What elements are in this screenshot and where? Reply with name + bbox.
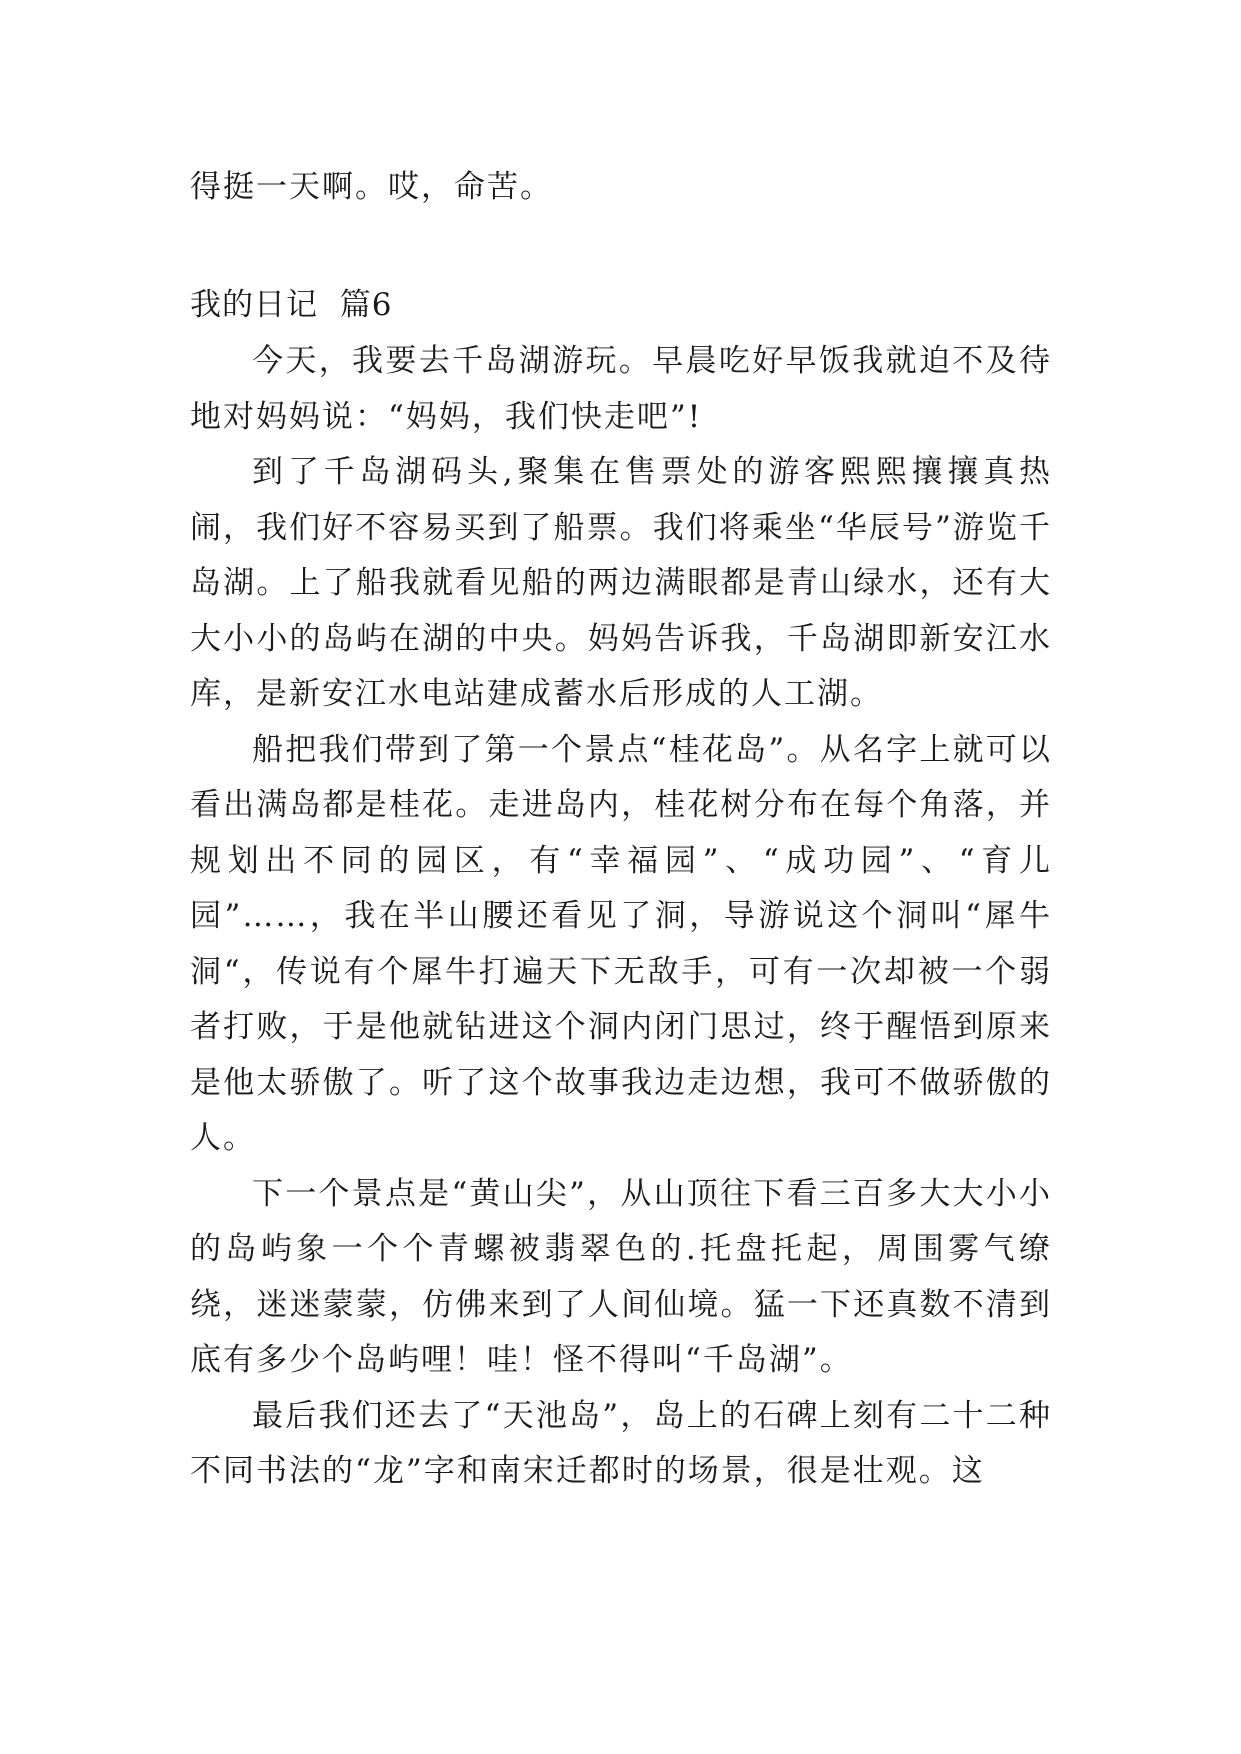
section-title-block <box>190 278 1052 334</box>
section-title: 我的日记 篇6 <box>190 287 393 323</box>
carryover-text-block <box>190 160 1052 216</box>
body-paragraph-4: 下一个景点是“黄山尖”，从山顶往下看三百多大大小小的岛屿象一个个青螺被翡翠色的.托盘托起，周围雾气缭绕，迷迷蒙蒙，仿佛来到了人间仙境。猛一下还真数不清到底有多少个岛屿哩！哇！怪不得叫“千岛湖”。 <box>190 1175 1052 1378</box>
body-paragraph-1: 今天，我要去千岛湖游玩。早晨吃好早饭我就迫不及待地对妈妈说：“妈妈，我们快走吧”! <box>190 343 1052 435</box>
body-paragraph-5: 最后我们还去了“天池岛”，岛上的石碑上刻有二十二种不同书法的“龙”字和南宋迁都时的场景，很是壮观。这 <box>190 1397 1052 1489</box>
body-paragraph-2: 到了千岛湖码头,聚集在售票处的游客熙熙攘攘真热闹，我们好不容易买到了船票。我们将乘坐“华辰号”游览千岛湖。上了船我就看见船的两边满眼都是青山绿水，还有大大小小的岛屿在湖的中央。妈妈告诉我，千岛湖即新安江水库，是新安江水电站建成蓄水后形成的人工湖。 <box>190 454 1052 712</box>
carryover-paragraph: 得挺一天啊。哎，命苦。 <box>190 169 553 205</box>
diary-body <box>190 334 1052 1500</box>
body-paragraph-3: 船把我们带到了第一个景点“桂花岛”。从名字上就可以看出满岛都是桂花。走进岛内，桂花树分布在每个角落，并规划出不同的园区，有“幸福园”、“成功园”、“育儿园”……，我在半山腰还看见了洞，导游说这个洞叫“犀牛洞“，传说有个犀牛打遍天下无敌手，可有一次却被一个弱者打败，于是他就钻进这个洞内闭门思过，终于醒悟到原来是他太骄傲了。听了这个故事我边走边想，我可不做骄傲的人。 <box>190 731 1052 1156</box>
